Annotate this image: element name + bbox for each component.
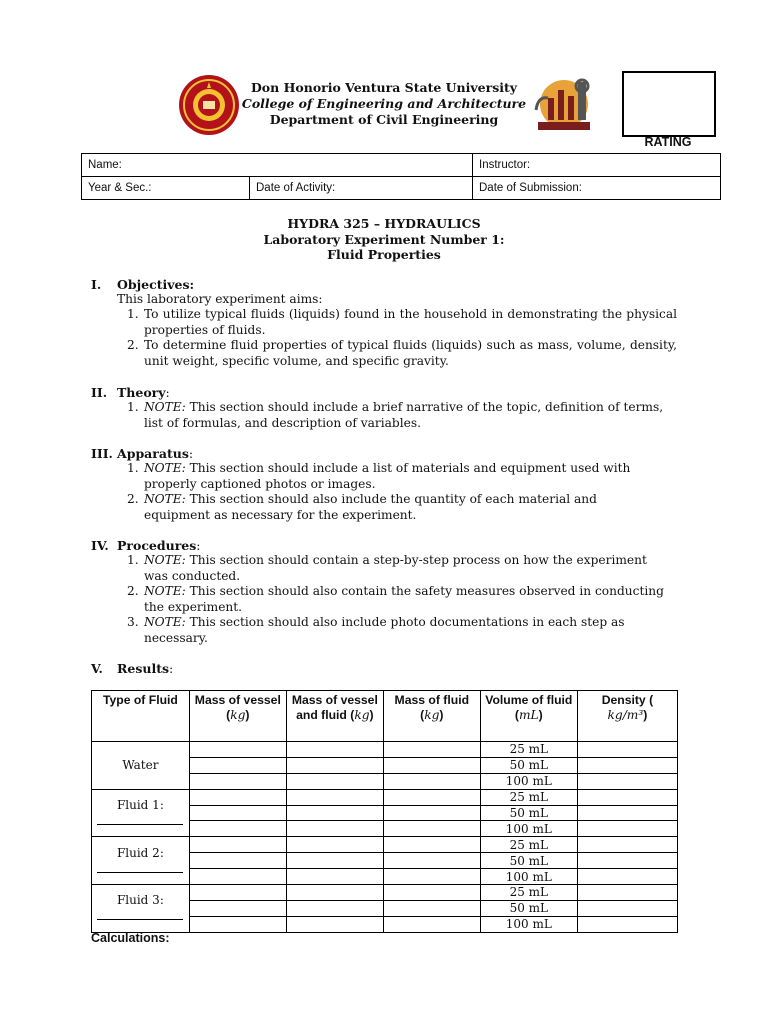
data-entry-cell[interactable] (383, 789, 480, 805)
volume-cell: 25 mL (480, 789, 577, 805)
data-entry-cell[interactable] (189, 869, 286, 885)
objectives-heading: I. Objectives: (91, 277, 195, 292)
results-heading: V. Results: (91, 661, 174, 676)
data-entry-cell[interactable] (189, 853, 286, 869)
fluid-name-blank[interactable] (97, 918, 183, 920)
data-entry-cell[interactable] (189, 900, 286, 916)
department-name: Department of Civil Engineering (269, 112, 499, 127)
data-entry-cell[interactable] (189, 837, 286, 853)
data-entry-cell[interactable] (189, 773, 286, 789)
data-entry-cell[interactable] (383, 805, 480, 821)
data-entry-cell[interactable] (383, 821, 480, 837)
data-entry-cell[interactable] (286, 853, 383, 869)
header-density: Density ( kg/m³) (577, 691, 677, 742)
density-entry-cell[interactable] (577, 742, 677, 758)
data-entry-cell[interactable] (189, 805, 286, 821)
data-entry-cell[interactable] (286, 869, 383, 885)
data-entry-cell[interactable] (383, 900, 480, 916)
data-entry-cell[interactable] (286, 789, 383, 805)
course-title: HYDRA 325 – HYDRAULICS (287, 216, 481, 231)
date-of-submission-field[interactable]: Date of Submission: (473, 177, 721, 200)
year-section-field[interactable]: Year & Sec.: (82, 177, 250, 200)
table-row (92, 837, 678, 853)
instructor-field[interactable]: Instructor: (473, 154, 721, 177)
document-title (0, 216, 768, 263)
apparatus-heading: III. Apparatus: (91, 446, 194, 461)
fluid-type-cell (92, 837, 190, 885)
data-entry-cell[interactable] (189, 821, 286, 837)
data-entry-cell[interactable] (383, 757, 480, 773)
density-entry-cell[interactable] (577, 853, 677, 869)
apparatus-item: 2. NOTE: This section should also include the quantity of each material and equipment as necessary for the experiment. (127, 492, 597, 522)
volume-cell: 50 mL (480, 900, 577, 916)
data-entry-cell[interactable] (189, 757, 286, 773)
data-entry-cell[interactable] (286, 900, 383, 916)
volume-cell: 25 mL (480, 885, 577, 901)
density-entry-cell[interactable] (577, 773, 677, 789)
college-name: College of Engineering and Architecture (241, 96, 527, 111)
density-entry-cell[interactable] (577, 757, 677, 773)
density-entry-cell[interactable] (577, 900, 677, 916)
volume-cell: 25 mL (480, 837, 577, 853)
theory-item: 1. NOTE: This section should include a brief narrative of the topic, definition of terms, list of formulas, and description of variables. (127, 400, 664, 430)
rating-box[interactable] (622, 71, 716, 137)
volume-cell: 100 mL (480, 821, 577, 837)
calculations-heading: Calculations: (91, 931, 170, 945)
data-entry-cell[interactable] (286, 742, 383, 758)
data-entry-cell[interactable] (286, 805, 383, 821)
student-info-table (81, 153, 721, 200)
data-entry-cell[interactable] (383, 869, 480, 885)
volume-cell: 50 mL (480, 757, 577, 773)
fluid-label: Fluid 1: (116, 798, 164, 812)
experiment-name: Fluid Properties (327, 247, 441, 262)
objectives-intro: This laboratory experiment aims: (117, 292, 323, 306)
header-mass-vessel-and-fluid: Mass of vessel and fluid (kg) (286, 691, 383, 742)
procedure-item: 3. NOTE: This section should also include photo documentations in each step as necessary. (127, 615, 625, 645)
header-mass-of-vessel: Mass of vessel (kg) (189, 691, 286, 742)
data-entry-cell[interactable] (383, 916, 480, 932)
fluid-label: Fluid 2: (116, 845, 164, 860)
density-entry-cell[interactable] (577, 805, 677, 821)
data-entry-cell[interactable] (286, 916, 383, 932)
density-entry-cell[interactable] (577, 916, 677, 932)
fluid-name-blank[interactable] (97, 871, 183, 873)
data-entry-cell[interactable] (189, 742, 286, 758)
volume-cell: 100 mL (480, 773, 577, 789)
date-of-activity-field[interactable]: Date of Activity: (250, 177, 473, 200)
volume-cell: 100 mL (480, 916, 577, 932)
data-entry-cell[interactable] (383, 773, 480, 789)
objective-item: 1. To utilize typical fluids (liquids) found in the household in demonstrating the physical properties of fluids. (127, 307, 677, 337)
fluid-label: Fluid 3: (116, 893, 164, 908)
data-entry-cell[interactable] (286, 757, 383, 773)
objective-item: 2. To determine fluid properties of typical fluids (liquids) such as mass, volume, density, unit weight, specific volume, and specific gravity. (127, 338, 677, 368)
procedures-heading: IV. Procedures: (91, 538, 201, 553)
data-entry-cell[interactable] (189, 789, 286, 805)
header-type-of-fluid: Type of Fluid (92, 691, 190, 742)
volume-cell: 100 mL (480, 869, 577, 885)
density-entry-cell[interactable] (577, 869, 677, 885)
name-field[interactable]: Name: (82, 154, 473, 177)
header-volume-of-fluid: Volume of fluid (mL) (480, 691, 577, 742)
fluid-name-blank[interactable] (97, 823, 183, 825)
density-entry-cell[interactable] (577, 789, 677, 805)
fluid-type-cell (92, 885, 190, 933)
rating-label: RATING (644, 135, 692, 149)
data-entry-cell[interactable] (286, 885, 383, 901)
volume-cell: 50 mL (480, 853, 577, 869)
density-entry-cell[interactable] (577, 821, 677, 837)
density-entry-cell[interactable] (577, 837, 677, 853)
experiment-number: Laboratory Experiment Number 1: (263, 231, 505, 247)
apparatus-item: 1. NOTE: This section should include a list of materials and equipment used with properly captioned photos or images. (127, 461, 631, 491)
data-entry-cell[interactable] (286, 773, 383, 789)
procedure-item: 2. NOTE: This section should also contain the safety measures observed in conducting the experiment. (127, 584, 664, 614)
college-logo (528, 76, 600, 136)
theory-heading: II. Theory: (91, 385, 170, 400)
results-header-row (92, 691, 678, 742)
table-row (92, 789, 678, 805)
fluid-label: Water (122, 758, 159, 773)
data-entry-cell[interactable] (189, 916, 286, 932)
fluid-type-cell (92, 742, 190, 790)
data-entry-cell[interactable] (189, 885, 286, 901)
data-entry-cell[interactable] (383, 885, 480, 901)
procedure-item: 1. NOTE: This section should contain a step-by-step process on how the experiment was conducted. (127, 553, 647, 583)
data-entry-cell[interactable] (383, 853, 480, 869)
data-entry-cell[interactable] (383, 837, 480, 853)
data-entry-cell[interactable] (383, 742, 480, 758)
data-entry-cell[interactable] (286, 837, 383, 853)
volume-cell: 25 mL (480, 742, 577, 758)
results-table (91, 690, 678, 933)
fluid-type-cell (92, 789, 190, 837)
volume-cell: 50 mL (480, 805, 577, 821)
university-name: Don Honorio Ventura State University (250, 80, 518, 95)
density-entry-cell[interactable] (577, 885, 677, 901)
data-entry-cell[interactable] (286, 821, 383, 837)
table-row (92, 742, 678, 758)
results-body (92, 742, 678, 933)
table-row (92, 885, 678, 901)
header-mass-of-fluid: Mass of fluid (kg) (383, 691, 480, 742)
